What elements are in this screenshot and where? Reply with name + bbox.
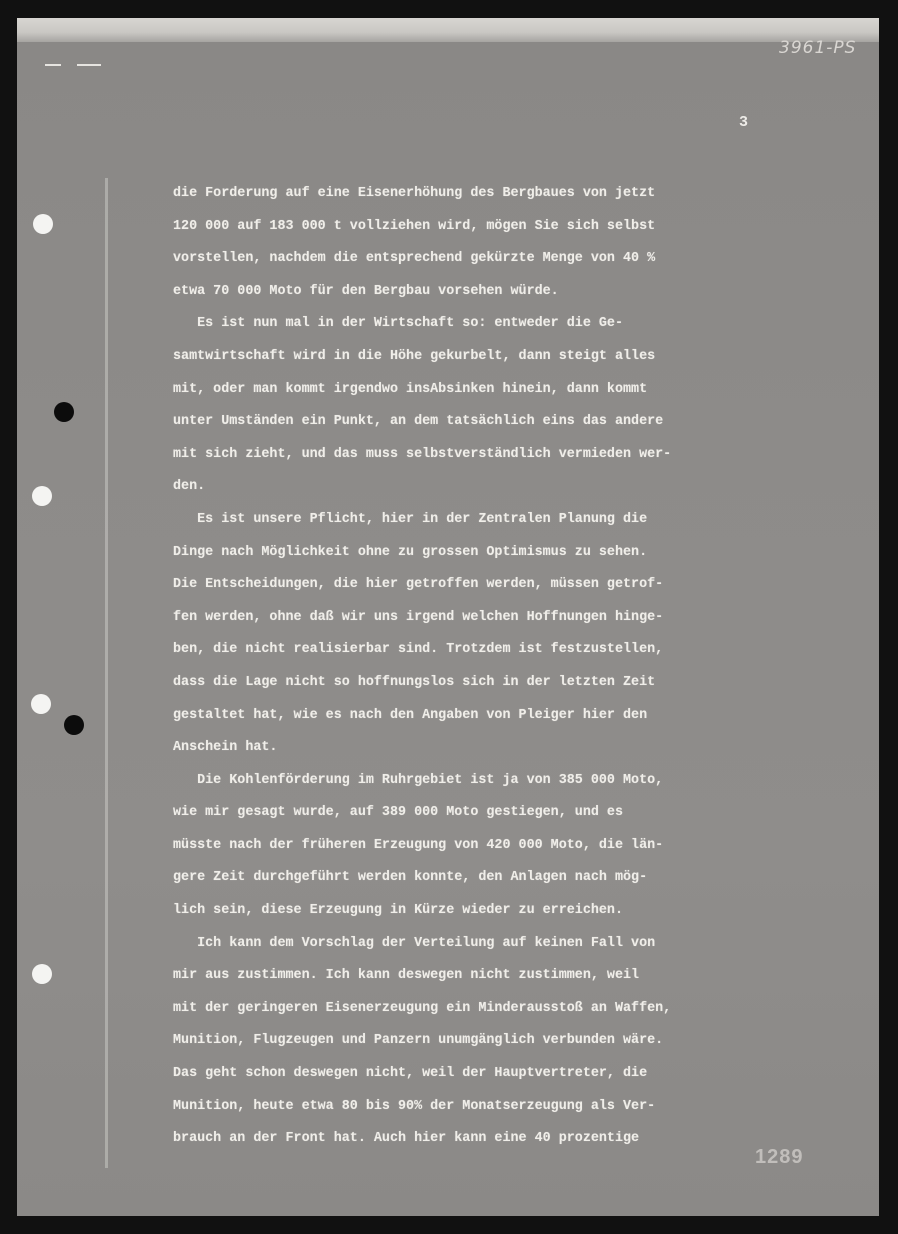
text-line: Es ist nun mal in der Wirtschaft so: entweder die Ge- [173,316,623,332]
text-line: brauch an der Front hat. Auch hier kann eine 40 prozentige [173,1131,640,1147]
punch-hole-white [32,964,52,984]
text-line: Die Entscheidungen, die hier getroffen werden, müssen getrof- [173,577,664,593]
margin-mark [45,64,61,66]
text-line: müsste nach der früheren Erzeugung von 420 000 Moto, die län- [173,837,664,853]
punch-hole-black [64,715,84,735]
text-line: fen werden, ohne daß wir uns irgend welchen Hoffnungen hinge- [173,609,664,625]
punch-hole-black [54,402,74,422]
text-line: mit der geringeren Eisenerzeugung ein Minderausstoß an Waffen, [173,1000,672,1016]
body-text [173,178,823,1156]
text-line: samtwirtschaft wird in die Höhe gekurbelt, dann steigt alles [173,348,656,364]
fold-line [105,178,108,1168]
text-line: dass die Lage nicht so hoffnungslos sich in der letzten Zeit [173,674,656,690]
text-line: ben, die nicht realisierbar sind. Trotzdem ist festzustellen, [173,642,664,658]
text-line: die Forderung auf eine Eisenerhöhung des Bergbaues von jetzt [173,186,656,201]
paper-top-edge [17,18,879,42]
text-line: Die Kohlenförderung im Ruhrgebiet ist ja von 385 000 Moto, [173,772,664,788]
text-line: vorstellen, nachdem die entsprechend gekürzte Menge von 40 % [173,251,656,267]
text-line: mit sich zieht, und das muss selbstverständlich vermieden wer- [173,446,672,462]
text-line: gestaltet hat, wie es nach den Angaben von Pleiger hier den [173,707,648,723]
text-line: mit, oder man kommt irgendwo insAbsinken hinein, dann kommt [173,381,648,397]
text-line: gere Zeit durchgeführt werden konnte, den Anlagen nach mög- [173,870,648,886]
page-number: 3 [739,114,749,131]
punch-hole-white [31,694,51,714]
text-line: Anschein hat. [173,740,278,756]
text-line: Ich kann dem Vorschlag der Verteilung auf keinen Fall von [173,935,656,951]
text-line: 120 000 auf 183 000 t vollziehen wird, mögen Sie sich selbst [173,218,656,234]
text-line: Dinge nach Möglichkeit ohne zu grossen Optimismus zu sehen. [173,544,648,560]
text-line: Es ist unsere Pflicht, hier in der Zentralen Planung die [173,511,648,527]
text-line: den. [173,479,206,495]
text-line: wie mir gesagt wurde, auf 389 000 Moto gestiegen, und es [173,805,623,821]
punch-hole-white [33,214,53,234]
text-line: Munition, Flugzeugen und Panzern unumgänglich verbunden wäre. [173,1033,664,1049]
text-line: mir aus zustimmen. Ich kann deswegen nicht zustimmen, weil [173,968,640,984]
text-line: Munition, heute etwa 80 bis 90% der Monatserzeugung als Ver- [173,1098,656,1114]
text-line: etwa 70 000 Moto für den Bergbau vorsehen würde. [173,283,559,299]
page-stamp-number: 1289 [755,1146,804,1168]
document-page [17,18,879,1216]
archive-reference: 3961-PS [779,38,857,58]
punch-hole-white [32,486,52,506]
margin-mark [77,64,101,66]
text-line: lich sein, diese Erzeugung in Kürze wieder zu erreichen. [173,903,623,919]
text-line: unter Umständen ein Punkt, an dem tatsächlich eins das andere [173,414,664,430]
text-line: Das geht schon deswegen nicht, weil der Hauptvertreter, die [173,1066,648,1082]
